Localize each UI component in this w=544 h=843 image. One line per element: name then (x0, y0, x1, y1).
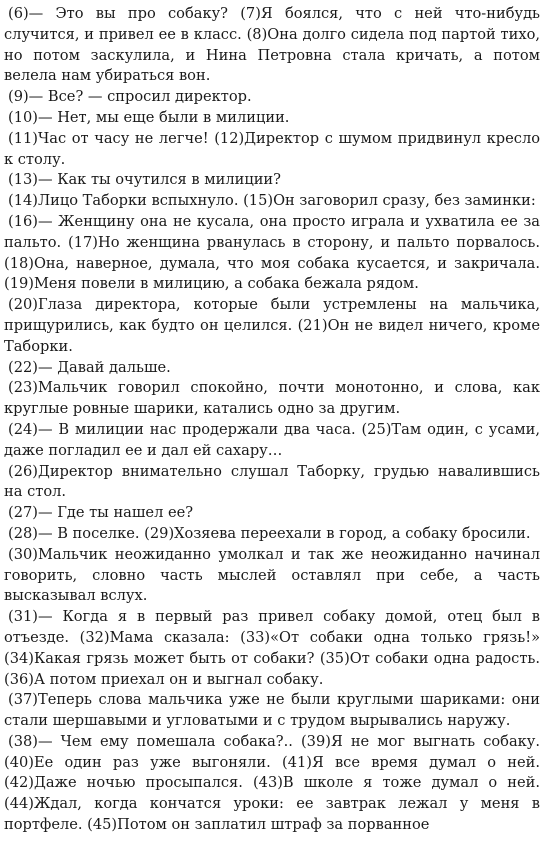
paragraph-11: (11)Час от часу не легче! (12)Директор с шумом придвинул кресло к столу. (4, 129, 540, 168)
paragraph-28: (28)— В поселке. (29)Хозяева переехали в город, а собаку бросили. (8, 524, 531, 542)
paragraph-24: (24)— В милиции нас продержали два часа. (25)Там один, с усами, даже погладил ее и дал ей сахару… (4, 420, 540, 459)
paragraph-14: (14)Лицо Таборки вспыхнуло. (15)Он заговорил сразу, без заминки: (8, 192, 536, 210)
paragraph-37: (37)Теперь слова мальчика уже не были круглыми шариками: они стали шершавыми и угловатыми и с трудом вырывались наружу. (4, 691, 540, 730)
paragraph-20: (20)Глаза директора, которые были устремлены на мальчика, прищурились, как будто он целился. (21)Он не видел ничего, кроме Таборки. (4, 296, 540, 355)
paragraph-22: (22)— Давай дальше. (8, 358, 171, 376)
paragraph-13: (13)— Как ты очутился в милиции? (8, 171, 281, 189)
paragraph-23: (23)Мальчик говорил спокойно, почти монотонно, и слова, как круглые ровные шарики, катались одно за другим. (4, 379, 540, 418)
paragraph-31: (31)— Когда я в первый раз привел собаку домой, отец был в отъезде. (32)Мама сказала: (33)«От собаки одна только грязь!» (34)Какая грязь может быть от собаки? (35)От собаки одна радость. (36)А потом приехал он и выгнал собаку. (4, 608, 540, 688)
text-page (4, 0, 540, 843)
paragraph-16: (16)— Женщину она не кусала, она просто играла и ухватила ее за пальто. (17)Но женщина рванулась в сторону, и пальто порвалось. (18)Она, наверное, думала, что моя собака кусается, и закричала. (19)Меня повели в милицию, а собака бежала рядом. (4, 212, 540, 293)
paragraph-10: (10)— Нет, мы еще были в милиции. (8, 108, 290, 126)
paragraph-26: (26)Директор внимательно слушал Таборку, грудью навалившись на стол. (4, 462, 540, 501)
paragraph-9: (9)— Все? — спросил директор. (8, 88, 252, 106)
paragraph-6: (6)— Это вы про собаку? (7)Я боялся, что с ней что-нибудь случится, и привел ее в класс. (8)Она долго сидела под партой тихо, но потом заскулила, и Нина Петровна стала кричать, а потом велела нам убираться вон. (4, 5, 540, 85)
paragraph-30: (30)Мальчик неожиданно умолкал и так же неожиданно начинал говорить, словно часть мыслей оставлял при себе, а часть высказывал вслух. (4, 545, 540, 605)
paragraph-38: (38)— Чем ему помешала собака?.. (39)Я не мог выгнать собаку. (40)Ее один раз уже выгоняли. (41)Я все время думал о ней. (42)Даже ночью просыпался. (43)В школе я тоже думал о ней. (44)Ждал, когда кончатся уроки: ее завтрак лежал у меня в портфеле. (45)Потом он заплатил штраф за порванное (4, 732, 540, 834)
paragraph-27: (27)— Где ты нашел ее? (8, 504, 194, 522)
